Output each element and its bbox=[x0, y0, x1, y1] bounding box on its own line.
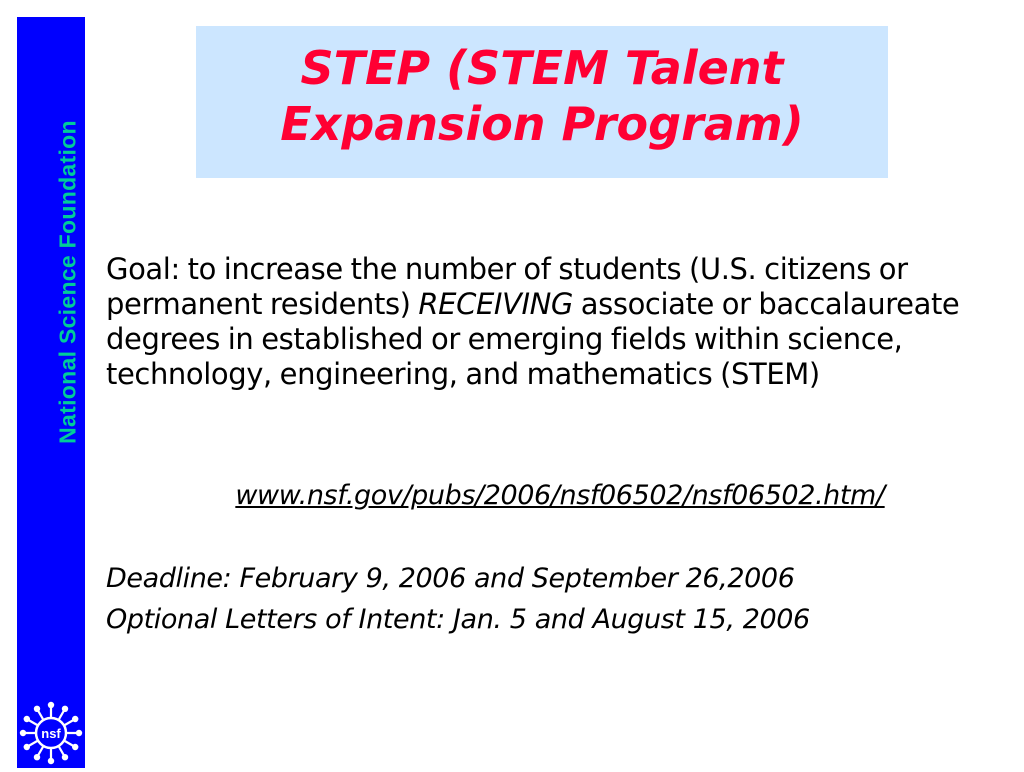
page-title-line-2: Expansion Program) bbox=[280, 97, 804, 151]
title-banner bbox=[196, 26, 888, 178]
nsf-logo-text: nsf bbox=[41, 726, 61, 741]
organization-name: National Science Foundation bbox=[54, 120, 81, 444]
letters-of-intent-text: Optional Letters of Intent: Jan. 5 and August 15, 2006 bbox=[106, 604, 810, 635]
goal-text-end: associate or baccalaureate degrees in established or emerging fields within science, technology, engineering, and mathematics (STEM) bbox=[106, 287, 960, 391]
page-title-line-1: STEP (STEM Talent bbox=[300, 41, 784, 95]
goal-emphasis: RECEIVING bbox=[418, 287, 573, 321]
nsf-seal-icon bbox=[17, 698, 85, 768]
program-link[interactable]: www.nsf.gov/pubs/2006/nsf06502/nsf06502.htm/ bbox=[235, 480, 885, 511]
sidebar bbox=[17, 17, 85, 768]
goal-paragraph bbox=[106, 252, 1016, 392]
deadline-text: Deadline: February 9, 2006 and September 26,2006 bbox=[106, 563, 795, 594]
page-title bbox=[196, 40, 888, 152]
goal-text-start: Goal: to increase the number of students (U.S. citizens or permanent residents) bbox=[106, 252, 908, 321]
